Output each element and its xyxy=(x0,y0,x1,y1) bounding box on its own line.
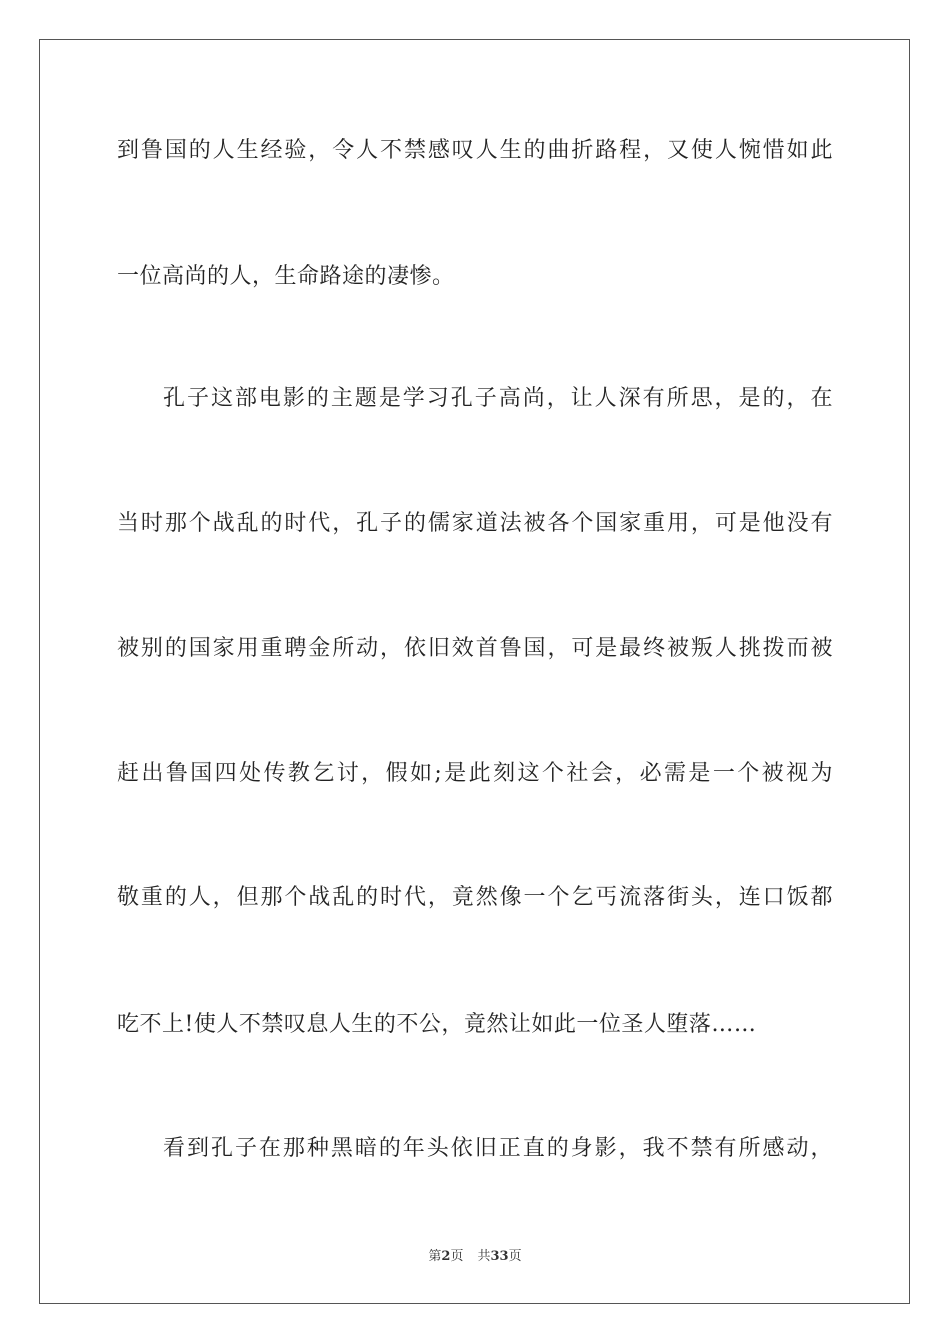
footer-total-prefix: 共 xyxy=(477,1249,491,1264)
text-line-4: 当时那个战乱的时代，孔子的儒家道法被各个国家重用，可是他没有 xyxy=(117,511,833,536)
footer-total-suffix: 页 xyxy=(508,1249,522,1264)
page-footer xyxy=(0,1245,950,1264)
text-line-6: 赶出鲁国四处传教乞讨，假如;是此刻这个社会，必需是一个被视为 xyxy=(117,761,833,786)
footer-page-suffix: 页 xyxy=(450,1249,464,1264)
text-line-7: 敬重的人，但那个战乱的时代，竟然像一个乞丐流落街头，连口饭都 xyxy=(117,885,833,910)
text-line-1: 到鲁国的人生经验，令人不禁感叹人生的曲折路程，又使人惋惜如此 xyxy=(117,138,833,163)
footer-page-prefix: 第 xyxy=(428,1249,442,1264)
text-line-5: 被别的国家用重聘金所动，依旧效首鲁国，可是最终被叛人挑拨而被 xyxy=(117,636,833,661)
text-line-9: 看到孔子在那种黑暗的年头依旧正直的身影，我不禁有所感动， xyxy=(163,1136,833,1161)
footer-page-number: 2 xyxy=(441,1249,451,1264)
footer-total-pages: 33 xyxy=(490,1249,509,1264)
text-line-3: 孔子这部电影的主题是学习孔子高尚，让人深有所思，是的，在 xyxy=(163,386,833,411)
text-line-2: 一位高尚的人，生命路途的凄惨。 xyxy=(117,264,455,289)
text-line-8: 吃不上!使人不禁叹息人生的不公，竟然让如此一位圣人堕落…… xyxy=(117,1012,757,1037)
page-frame xyxy=(39,39,910,1304)
